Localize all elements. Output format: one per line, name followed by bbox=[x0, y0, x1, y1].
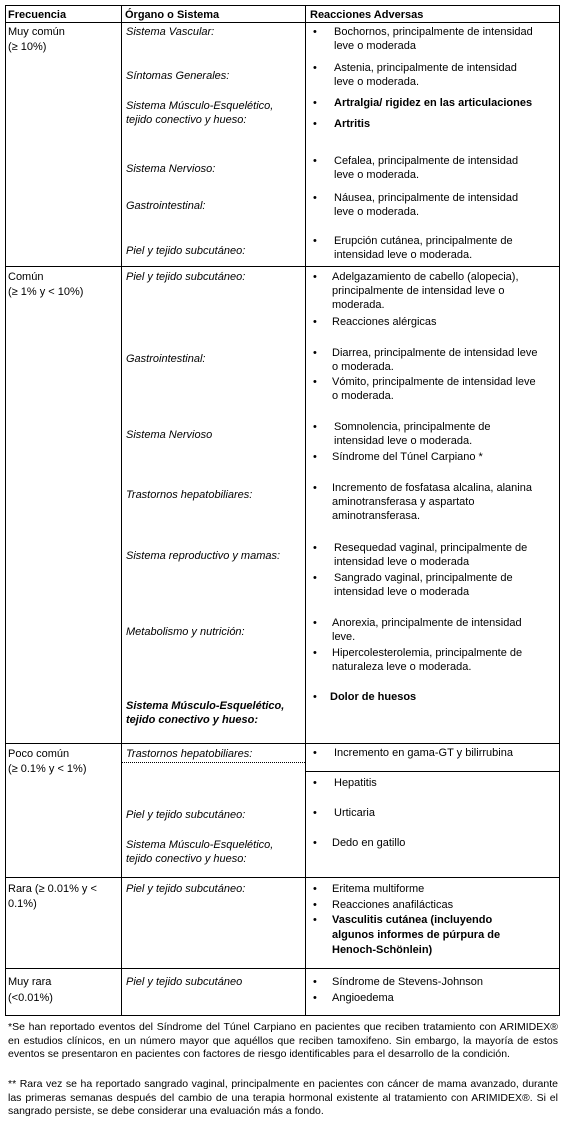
bullet-icon: • bbox=[313, 976, 317, 988]
reaction-text: leve o moderada. bbox=[334, 206, 419, 218]
freq-label: Poco común bbox=[8, 748, 70, 760]
reaction-text: Incremento de fosfatasa alcalina, alanina bbox=[332, 482, 532, 494]
bullet-icon: • bbox=[313, 914, 317, 926]
reaction-text: algunos informes de púrpura de bbox=[332, 929, 501, 941]
reaction-text: Hipercolesterolemia, principalmente de bbox=[332, 647, 523, 659]
reaction-text: Sangrado vaginal, principalmente de bbox=[334, 572, 513, 584]
bullet-icon: • bbox=[313, 155, 317, 167]
reaction-text: moderada. bbox=[332, 299, 385, 311]
reaction-text: intensidad leve o moderada bbox=[334, 586, 470, 598]
col-divider-2 bbox=[305, 5, 306, 1016]
bullet-icon: • bbox=[313, 572, 317, 584]
bullet-icon: • bbox=[313, 691, 317, 703]
reaction-text: Síndrome de Stevens-Johnson bbox=[332, 976, 484, 988]
freq-range: 0.1%) bbox=[8, 898, 37, 910]
reaction-text: Henoch-Schönlein) bbox=[332, 944, 433, 956]
organ-label: Sistema Nervioso bbox=[126, 429, 213, 441]
bullet-icon: • bbox=[313, 482, 317, 494]
reaction-text: Artritis bbox=[334, 118, 371, 130]
header-frecuencia: Frecuencia bbox=[8, 9, 67, 21]
bullet-icon: • bbox=[313, 271, 317, 283]
bullet-icon: • bbox=[313, 899, 317, 911]
reaction-text: intensidad leve o moderada. bbox=[334, 435, 473, 447]
reaction-text: intensidad leve o moderada bbox=[334, 556, 470, 568]
reaction-text: Reacciones anafilácticas bbox=[332, 899, 454, 911]
row-divider-comun bbox=[5, 266, 560, 267]
bullet-icon: • bbox=[313, 617, 317, 629]
bullet-icon: • bbox=[313, 97, 317, 109]
bullet-icon: • bbox=[313, 992, 317, 1004]
reaction-text: Anorexia, principalmente de intensidad bbox=[332, 617, 522, 629]
row-border-top bbox=[5, 5, 560, 6]
freq-label: Muy común bbox=[8, 26, 65, 38]
reaction-text: Astenia, principalmente de intensidad bbox=[334, 62, 517, 74]
bullet-icon: • bbox=[313, 118, 317, 130]
organ-label: Gastrointestinal: bbox=[126, 353, 206, 365]
table-border-right bbox=[559, 5, 560, 1016]
organ-label: Piel y tejido subcutáneo: bbox=[126, 809, 246, 821]
freq-label: Rara (≥ 0.01% y < bbox=[8, 883, 97, 895]
table-border-bottom bbox=[5, 1015, 560, 1016]
row-divider-poco-comun bbox=[5, 743, 560, 744]
organ-label: Sistema Músculo-Esquelético, bbox=[126, 100, 274, 112]
reaction-text: leve o moderada. bbox=[334, 169, 419, 181]
reaction-text: Vasculitis cutánea (incluyendo bbox=[332, 914, 493, 926]
header-organo: Órgano o Sistema bbox=[125, 9, 220, 21]
organ-label: Gastrointestinal: bbox=[126, 200, 206, 212]
row-divider-rara bbox=[5, 877, 560, 878]
bullet-icon: • bbox=[313, 62, 317, 74]
reaction-text: Dolor de huesos bbox=[330, 691, 417, 703]
reaction-text: intensidad leve o moderada. bbox=[334, 249, 473, 261]
reaction-text: Somnolencia, principalmente de bbox=[334, 421, 491, 433]
reaction-text: Urticaria bbox=[334, 807, 375, 819]
bullet-icon: • bbox=[313, 807, 317, 819]
organ-label: Sistema Músculo-Esquelético, bbox=[126, 700, 285, 712]
col-divider-1 bbox=[121, 5, 122, 1016]
organ-label: tejido conectivo y hueso: bbox=[126, 853, 247, 865]
freq-range: (≥ 0.1% y < 1%) bbox=[8, 763, 87, 775]
footnote-vaginal-bleeding: ** Rara vez se ha reportado sangrado vaginal, principalmente en pacientes con cáncer de mama avanzado, durante las primeras semanas después del cambio de una terapia hormonal existente al tratamiento con ARIMIDEX®. Si el sangrado persiste, se debe considerar una evaluación más a fondo. bbox=[8, 1078, 558, 1117]
reaction-text: principalmente de intensidad leve o bbox=[332, 285, 505, 297]
reaction-text: Artralgia/ rigidez en las articulaciones bbox=[334, 97, 533, 109]
bullet-icon: • bbox=[313, 347, 317, 359]
header-divider bbox=[5, 22, 560, 23]
organ-label: Síntomas Generales: bbox=[126, 70, 230, 82]
reaction-text: Resequedad vaginal, principalmente de bbox=[334, 542, 528, 554]
organ-label: Piel y tejido subcutáneo: bbox=[126, 271, 246, 283]
reaction-text: leve o moderada. bbox=[334, 76, 419, 88]
reaction-text: Eritema multiforme bbox=[332, 883, 425, 895]
reaction-text: Angioedema bbox=[332, 992, 394, 1004]
bullet-icon: • bbox=[313, 26, 317, 38]
reaction-text: leve o moderada bbox=[334, 40, 416, 52]
organ-label: tejido conectivo y hueso: bbox=[126, 114, 247, 126]
bullet-icon: • bbox=[313, 316, 317, 328]
inner-divider-hepatitis bbox=[305, 771, 560, 772]
bullet-icon: • bbox=[313, 777, 317, 789]
freq-label: Común bbox=[8, 271, 44, 283]
organ-label: Sistema Nervioso: bbox=[126, 163, 216, 175]
table-border-left bbox=[5, 5, 6, 1016]
organ-label: Sistema Vascular: bbox=[126, 26, 215, 38]
reaction-text: aminotransferasa y aspartato bbox=[332, 496, 475, 508]
reaction-text: o moderada. bbox=[332, 361, 394, 373]
reaction-text: Diarrea, principalmente de intensidad leve bbox=[332, 347, 538, 359]
bullet-icon: • bbox=[313, 747, 317, 759]
bullet-icon: • bbox=[313, 376, 317, 388]
reaction-text: Hepatitis bbox=[334, 777, 377, 789]
organ-label: Trastornos hepatobiliares: bbox=[126, 748, 253, 760]
organ-label: Piel y tejido subcutáneo bbox=[126, 976, 243, 988]
bullet-icon: • bbox=[313, 192, 317, 204]
bullet-icon: • bbox=[313, 647, 317, 659]
reaction-text: Adelgazamiento de cabello (alopecia), bbox=[332, 271, 519, 283]
reaction-text: aminotransferasa. bbox=[332, 510, 421, 522]
reaction-text: Cefalea, principalmente de intensidad bbox=[334, 155, 519, 167]
reaction-text: naturaleza leve o moderada. bbox=[332, 661, 472, 673]
organ-label: Sistema reproductivo y mamas: bbox=[126, 550, 281, 562]
bullet-icon: • bbox=[313, 451, 317, 463]
organ-label: Trastornos hepatobiliares: bbox=[126, 489, 253, 501]
bullet-icon: • bbox=[313, 235, 317, 247]
header-reacciones: Reacciones Adversas bbox=[310, 9, 424, 21]
reaction-text: Erupción cutánea, principalmente de bbox=[334, 235, 513, 247]
freq-label: Muy rara bbox=[8, 976, 52, 988]
dotted-divider bbox=[121, 762, 305, 763]
freq-range: (≥ 10%) bbox=[8, 41, 47, 53]
reaction-text: Incremento en gama-GT y bilirrubina bbox=[334, 747, 513, 759]
organ-label: tejido conectivo y hueso: bbox=[126, 714, 259, 726]
freq-range: (≥ 1% y < 10%) bbox=[8, 286, 84, 298]
organ-label: Sistema Músculo-Esquelético, bbox=[126, 839, 274, 851]
reaction-text: Bochornos, principalmente de intensidad bbox=[334, 26, 533, 38]
reaction-text: Síndrome del Túnel Carpiano * bbox=[332, 451, 483, 463]
bullet-icon: • bbox=[313, 421, 317, 433]
freq-range: (<0.01%) bbox=[8, 992, 53, 1004]
reaction-text: Reacciones alérgicas bbox=[332, 316, 437, 328]
reaction-text: Dedo en gatillo bbox=[332, 837, 406, 849]
reaction-text: leve. bbox=[332, 631, 356, 643]
reaction-text: Náusea, principalmente de intensidad bbox=[334, 192, 519, 204]
bullet-icon: • bbox=[313, 837, 317, 849]
bullet-icon: • bbox=[313, 542, 317, 554]
organ-label: Metabolismo y nutrición: bbox=[126, 626, 245, 638]
footnote-carpal-tunnel: *Se han reportado eventos del Síndrome del Túnel Carpiano en pacientes que reciben tratamiento con ARIMIDEX® en estudios clínicos, en un número mayor que aquéllos que reciben tamoxifeno. Sin embargo, la mayoría de estos eventos se presentaron en pacientes con factores de riesgo identificables para el desarrollo de la condición. bbox=[8, 1021, 558, 1060]
organ-label: Piel y tejido subcutáneo: bbox=[126, 883, 246, 895]
reaction-text: Vómito, principalmente de intensidad leve bbox=[332, 376, 536, 388]
reaction-text: o moderada. bbox=[332, 390, 394, 402]
organ-label: Piel y tejido subcutáneo: bbox=[126, 245, 246, 257]
bullet-icon: • bbox=[313, 883, 317, 895]
row-divider-muy-rara bbox=[5, 968, 560, 969]
